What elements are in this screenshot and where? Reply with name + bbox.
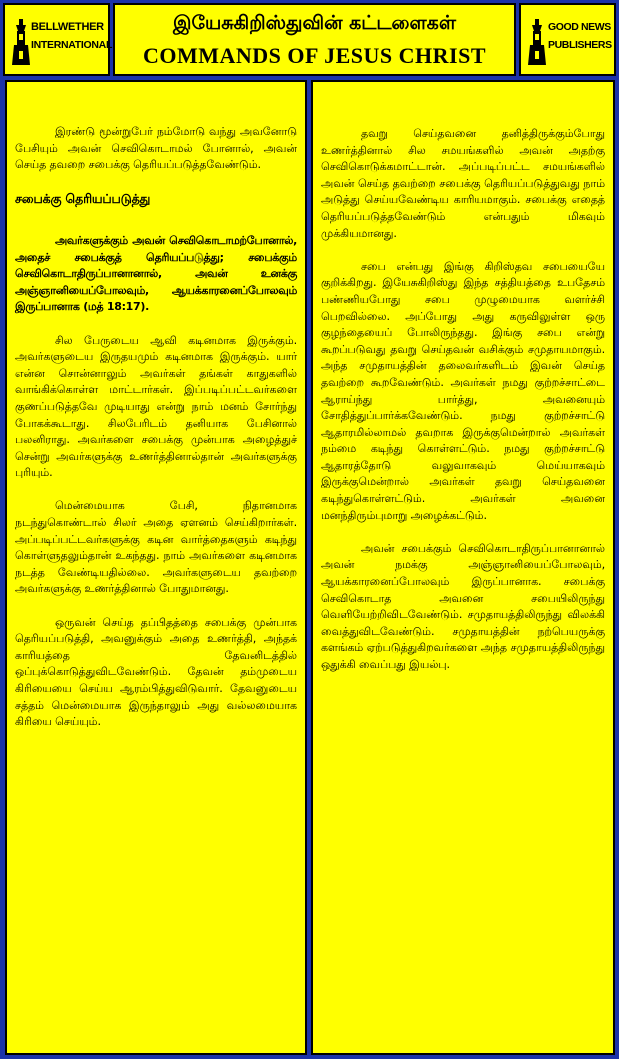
logo-line-1: GOOD NEWS	[548, 21, 611, 33]
logo-line-2: INTERNATIONAL	[31, 39, 113, 51]
right-column	[311, 80, 615, 1055]
scripture-verse: அவர்களுக்கும் அவன் செவிகொடாமற்போனால், அதைச் சபைக்குத் தெரியப்படுத்து; சபைக்கும் செவிகொடாதிருப்பானானால், அவன் உனக்கு அஞ்ஞானியைப்போலவும், ஆயக்காரனைப்போலவும் இருப்பானாக (மத் 18:17).	[15, 233, 297, 314]
paragraph: இரண்டு மூன்றுபேர் நம்மோடு வந்து அவனோடு பேசியும் அவன் செவிகொடாமல் போனால், அவன் செய்த தவறை சபைக்கு தெரியப்படுத்தவேண்டும்.	[15, 125, 297, 172]
logo-text	[548, 18, 612, 54]
paragraph: மென்மையாக பேசி, நிதானமாக நடந்துகொண்டால் சிலர் அதை ஏளனம் செய்கிறார்கள். அப்படிப்பட்டவர்களுக்கு கடின வார்த்தைகளும் கடிந்து கொள்ளுதலும்தான் உகந்தது. நாம் அவர்களை கடினமாக நடத்த வேண்டியதில்லை. அவர்களுடைய தவற்றை அவர்களுக்கு உணர்த்தினால் போதுமானது.	[15, 499, 297, 596]
bell-tower-icon	[527, 19, 547, 65]
section-heading: சபைக்கு தெரியப்படுத்து	[15, 191, 151, 207]
page-title-english: COMMANDS OF JESUS CHRIST	[142, 43, 487, 68]
title-banner	[113, 3, 516, 76]
paragraph: சபை என்பது இங்கு கிறிஸ்தவ சபையையே குறிக்கிறது. இயேசுகிறிஸ்து இந்த சத்தியத்தை உபதேசம் பண்ணியபோது சபை முழுமையாக வளர்ச்சி பெறவில்லை. அப்போது அது கருவிலுள்ள ஒரு குழந்தையைப் போலிருந்தது. இங்கு சபை என்று கூறப்படுவது தவறு செய்தவன் வசிக்கும் சமுதாயமாகும். அந்த சமுதாயத்தின் தலைவர்களிடம் இவன் செய்த தவற்றை கூறவேண்டும். அவர்கள் நமது குற்றச்சாட்டை ஆராய்ந்து பார்த்து, அவனையும் சோதித்துப்பார்க்கவேண்டும். நமது குற்றச்சாட்டு ஆதாரமில்லாமல் தவறாக இருக்குமென்றால் அவர்கள் நம்மை கடிந்து கொள்ளட்டும். நமது குற்றச்சாட்டு ஆதாரத்தோடு வலுவாகவும் மெய்யாகவும் இருக்குமென்றால் அவர்கள் தவறு செய்தவனை கடிந்துகொள்ளட்டும். அவர்கள் அவனை மனந்திரும்புமாறு அழைக்கட்டும்.	[321, 259, 605, 522]
logo-text	[31, 18, 112, 54]
bell-tower-icon	[11, 19, 31, 65]
logo-line-2: PUBLISHERS	[548, 39, 612, 51]
good-news-logo	[519, 3, 616, 76]
paragraph: அவன் சபைக்கும் செவிகொடாதிருப்பானானால் அவன் நமக்கு அஞ்ஞானியைப்போலவும், ஆயக்காரனைப்போலவும் இருப்பானாக. சபைக்கு செவிகொடாத அவனை சபையிலிருந்து வெளியேற்றிவிடவேண்டும். சமுதாயத்திலிருந்து விலக்கி வைத்துவிடவேண்டும். சமுதாயத்தின் நற்பெயருக்கு களங்கம் ஏற்படுத்துகிறவர்களை அந்த சமுதாயத்திலிருந்து ஒதுக்கி வைப்பது இயல்பு.	[321, 541, 605, 671]
page-title-tamil: இயேசுகிறிஸ்துவின் கட்டளைகள்	[173, 12, 456, 34]
bellwether-logo	[3, 3, 113, 76]
paragraph: சில பேருடைய ஆவி கடினமாக இருக்கும். அவர்களுடைய இருதயமும் கடினமாக இருக்கும். யார் என்ன சொன்னாலும் அவர்கள் தங்கள் காதுகளில் வாங்கிக்கொள்ள மாட்டார்கள். இப்படிப்பட்டவர்களை குணப்படுத்தவே முடியாது என்று நாம் மனம் சோர்ந்து போகக்கூடாது. சிலபேரிடம் தனியாக பேசினால் பலனிராது. அவர்களை சபைக்கு முன்பாக அழைத்துச் சென்று அவர்களுக்கு உணர்த்தினால்தான் அவர்களுக்கு புரியும்.	[15, 333, 297, 480]
paragraph: ஒருவன் செய்த தப்பிதத்தை சபைக்கு முன்பாக தெரியப்படுத்தி, அவனுக்கும் அதை உணர்த்தி, அந்தக் காரியத்தை தேவனிடத்தில் ஒப்புக்கொடுத்துவிடவேண்டும். தேவன் தம்முடைய கிரியையை செய்ய ஆரம்பித்துவிடுவார். தேவனுடைய சத்தம் மென்மையாக இருந்தாலும் அது வல்லமையாக கிரியை செய்யும்.	[15, 615, 297, 729]
paragraph: தவறு செய்தவனை தனித்திருக்கும்போது உணர்த்தினால் சில சமயங்களில் அவன் அதற்கு செவிகொடுக்கமாட்டான். அப்படிப்பட்ட சமயங்களில் அவன் செய்த தவற்றை சபைக்கு தெரியப்படுத்துவது நாம் அடுத்து செய்யவேண்டிய காரியமாகும். சபைக்கு எதைத் தெரியப்படுத்தவேண்டும் என்பதும் மிகவும் முக்கியமானது.	[321, 127, 605, 240]
left-column	[5, 80, 307, 1055]
logo-line-1: BELLWETHER	[31, 21, 104, 33]
